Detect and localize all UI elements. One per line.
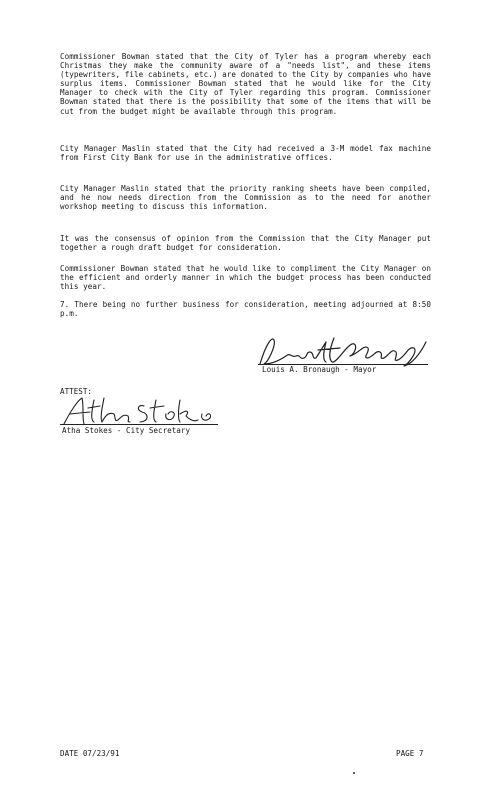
secretary-signature	[60, 394, 220, 428]
paragraph-adjournment: 7. There being no further business for consideration, meeting adjourned at 8:50 p.m.	[60, 300, 431, 319]
scan-speck	[353, 772, 355, 774]
paragraph-priority-ranking: City Manager Maslin stated that the priority ranking sheets have been compiled, and he now needs direction from the Commission as to the need for another workshop meeting to discuss this information.	[60, 184, 431, 212]
paragraph-tyler-program: Commissioner Bowman stated that the City of Tyler has a program whereby each Christmas they make the community aware of a "needs list", and these items (typewriters, file cabinets, etc.) are donated to the City by companies who have surplus items. Commissioner Bowman stated that he would like for the City Manager to check with the City of Tyler regarding this program. Commissioner Bowman stated that there is the possibility that some of the items that will be cut from the budget might be available through this program.	[60, 52, 431, 116]
footer-page: PAGE 7	[396, 749, 424, 758]
attest-label: ATTEST:	[60, 387, 93, 396]
mayor-name: Louis A. Bronaugh - Mayor	[262, 365, 377, 374]
paragraph-rough-draft-budget: It was the consensus of opinion from the Commission that the City Manager put together a rough draft budget for consideration.	[60, 234, 431, 253]
secretary-signature-line	[60, 424, 218, 425]
footer-date: DATE 07/23/91	[60, 749, 120, 758]
secretary-name: Atha Stokes - City Secretary	[62, 426, 191, 435]
paragraph-fax-machine: City Manager Maslin stated that the City had received a 3-M model fax machine from First City Bank for use in the administrative offices.	[60, 144, 431, 163]
paragraph-compliment: Commissioner Bowman stated that he would like to compliment the City Manager on the efficient and orderly manner in which the budget process has been conducted this year.	[60, 264, 431, 292]
